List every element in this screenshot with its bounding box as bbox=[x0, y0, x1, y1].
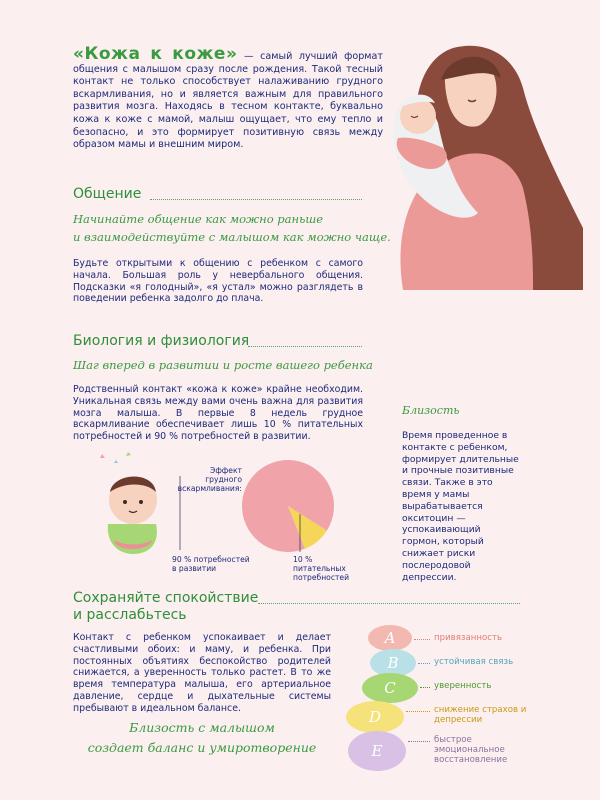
stone-dotted-leader bbox=[406, 711, 430, 712]
stone-label-d: снижение страхов и депрессии bbox=[434, 705, 527, 725]
stone-d: D bbox=[346, 701, 404, 733]
mother-with-baby-illustration bbox=[383, 28, 583, 290]
divider bbox=[258, 603, 520, 604]
pie-title: Эффект грудного вскармливания: bbox=[177, 466, 242, 494]
communication-subtitle-1: Начинайте общение как можно раньше bbox=[73, 212, 324, 226]
balance-stones bbox=[342, 625, 542, 775]
pie-label-90: 90 % потребностей в развитии bbox=[172, 555, 250, 574]
stone-dotted-leader bbox=[418, 663, 430, 664]
calm-quote-2: создает баланс и умиротворение bbox=[87, 740, 317, 755]
communication-title: Общение bbox=[73, 186, 142, 202]
stone-dotted-leader bbox=[414, 639, 430, 640]
stone-dotted-leader bbox=[420, 687, 430, 688]
closeness-title: Близость bbox=[402, 404, 460, 417]
calm-title-2: и расслабьтесь bbox=[73, 607, 187, 623]
stone-label-e: быстрое эмоциональное восстановление bbox=[434, 735, 508, 765]
biology-title: Биология и физиология bbox=[73, 333, 250, 349]
biology-subtitle: Шаг вперед в развитии и росте вашего ребенка bbox=[73, 358, 373, 372]
stone-dotted-leader bbox=[408, 741, 430, 742]
stone-label-b: устойчивая связь bbox=[434, 657, 514, 667]
divider bbox=[248, 346, 362, 347]
closeness-text: Время проведенное в контакте с ребенком, формирует длительные и прочные позитивные связи. Также в это время у мамы вырабатывается окситоцин — успокаивающий гормон, который снижает риски послеродовой депрессии. bbox=[402, 430, 519, 583]
stone-e: E bbox=[348, 731, 406, 771]
calm-text: Контакт с ребенком успокаивает и делает счастливыми обоих: и маму, и ребенка. При постоянных объятиях беспокойство родителей снижается, а уверенность только растет. В то же время температура малыша, его артериальное давление, сердце и дыхательные системы пребывают в идеальном балансе. bbox=[73, 632, 331, 714]
communication-subtitle-2: и взаимодействуйте с малышом как можно чаще. bbox=[73, 230, 391, 244]
stone-c: C bbox=[362, 673, 418, 703]
stone-b: B bbox=[370, 649, 416, 677]
stone-label-a: привязанность bbox=[434, 633, 503, 643]
communication-text: Будьте открытыми к общению с ребенком с самого начала. Большая роль у невербального общения. Подсказки «я голодный», «я устал» можно разглядеть в поведении ребенка задолго до плача. bbox=[73, 258, 363, 305]
baby-illustration bbox=[88, 448, 168, 558]
stone-a: A bbox=[368, 625, 412, 651]
intro-text: — самый лучший формат общения с малышом сразу после рождения. Такой тесный контакт не только способствует налаживанию грудного вскармливания, но и является важным для правильного развития мозга. Находясь в тесном контакте, буквально кожа к коже с мамой, малыш ощущает, что ему тепло и безопасно, и это формирует позитивную связь между образом мамы и внешним миром. bbox=[73, 51, 383, 151]
stone-label-c: уверенность bbox=[434, 681, 492, 691]
intro-title: «Кожа к коже» bbox=[73, 44, 238, 64]
intro-paragraph bbox=[73, 44, 383, 152]
pie-leader-lines bbox=[160, 470, 375, 560]
calm-title-1: Сохраняйте спокойствие bbox=[73, 590, 259, 606]
pie-label-10: 10 % питательных потребностей bbox=[293, 555, 350, 583]
calm-quote-1: Близость с малышом bbox=[129, 720, 275, 735]
biology-text: Родственный контакт «кожа к коже» крайне необходим. Уникальная связь между вами очень важна для развития мозга малыша. В первые 8 недель грудное вскармливание обеспечивает лишь 10 % питательных потребностей и 90 % потребностей в развитии. bbox=[73, 384, 363, 443]
divider bbox=[150, 199, 362, 200]
